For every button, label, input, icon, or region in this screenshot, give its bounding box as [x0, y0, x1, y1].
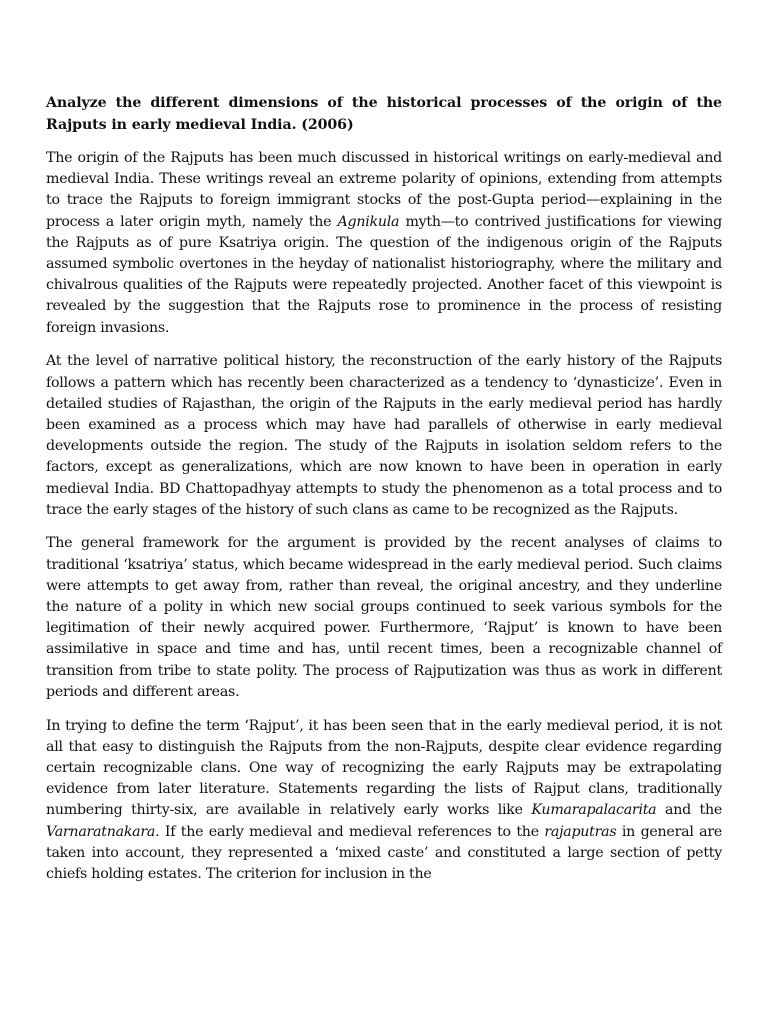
paragraph-1	[46, 148, 722, 339]
paragraph-1-italic-agnikula: Agnikula	[337, 213, 400, 230]
paragraph-1-text-b: myth—to contrived justifications for viewing the Rajputs as of pure Ksatriya origin. The question of the indigenous origin of the Rajputs assumed symbolic overtones in the heyday of nationalist historiography, where the military and chivalrous qualities of the Rajputs were repeatedly projected. Another facet of this viewpoint is revealed by the suggestion that the Rajputs rose to prominence in the process of resisting foreign invasions.	[46, 213, 723, 336]
paragraph-1-text-a: The origin of the Rajputs has been much discussed in historical writings on early-medieval and medieval India. These writings reveal an extreme polarity of opinions, extending from attempts to trace the Rajputs to foreign immigrant stocks of the post-Gupta period—explaining in the process a later origin myth, namely the	[46, 150, 722, 230]
paragraph-4	[46, 716, 722, 886]
paragraph-4-text-c: . If the early medieval and medieval references to the	[155, 823, 545, 840]
paragraph-4-text-a: In trying to define the term ‘Rajput’, it has been seen that in the early medieval period, it is not all that easy to distinguish the Rajputs from the non-Rajputs, despite clear evidence regarding certain recognizable clans. One way of recognizing the early Rajputs may be extrapolating evidence from later literature. Statements regarding the lists of Rajput clans, traditionally numbering thirty-six, are available in relatively early works like	[46, 717, 722, 819]
paragraph-4-text-d: in general are taken into account, they represented a ‘mixed caste’ and constituted a large section of petty chiefs holding estates. The criterion for inclusion in the	[46, 823, 722, 882]
paragraph-4-italic-kumarapalacarita: Kumarapalacarita	[531, 802, 657, 819]
question-heading: Analyze the different dimensions of the historical processes of the origin of the Rajputs in early medieval India. (2006)	[46, 95, 722, 133]
paragraph-4-italic-varnaratnakara: Varnaratnakara	[46, 823, 156, 840]
paragraph-3: The general framework for the argument is provided by the recent analyses of claims to traditional ‘ksatriya’ status, which became widespread in the early medieval period. Such claims were attempts to get away from, rather than reveal, the original ancestry, and they underline the nature of a polity in which new social groups continued to seek various symbols for the legitimation of their newly acquired power. Furthermore, ‘Rajput’ is known to have been assimilative in space and time and has, until recent times, been a recognizable channel of transition from tribe to state polity. The process of Rajputization was thus as work in different periods and different areas.	[46, 535, 722, 700]
paragraph-2: At the level of narrative political history, the reconstruction of the early history of the Rajputs follows a pattern which has recently been characterized as a tendency to ‘dynasticize’. Even in detailed studies of Rajasthan, the origin of the Rajputs in the early medieval period has hardly been examined as a process which may have had parallels of otherwise in early medieval developments outside the region. The study of the Rajputs in isolation seldom refers to the factors, except as generalizations, which are now known to have been in operation in early medieval India. BD Chattopadhyay attempts to study the phenomenon as a total process and to trace the early stages of the history of such clans as came to be recognized as the Rajputs.	[46, 353, 722, 518]
paragraph-4-italic-rajaputras: rajaputras	[544, 823, 617, 840]
paragraph-4-text-b: and the	[656, 802, 722, 819]
document-page	[46, 92, 722, 898]
